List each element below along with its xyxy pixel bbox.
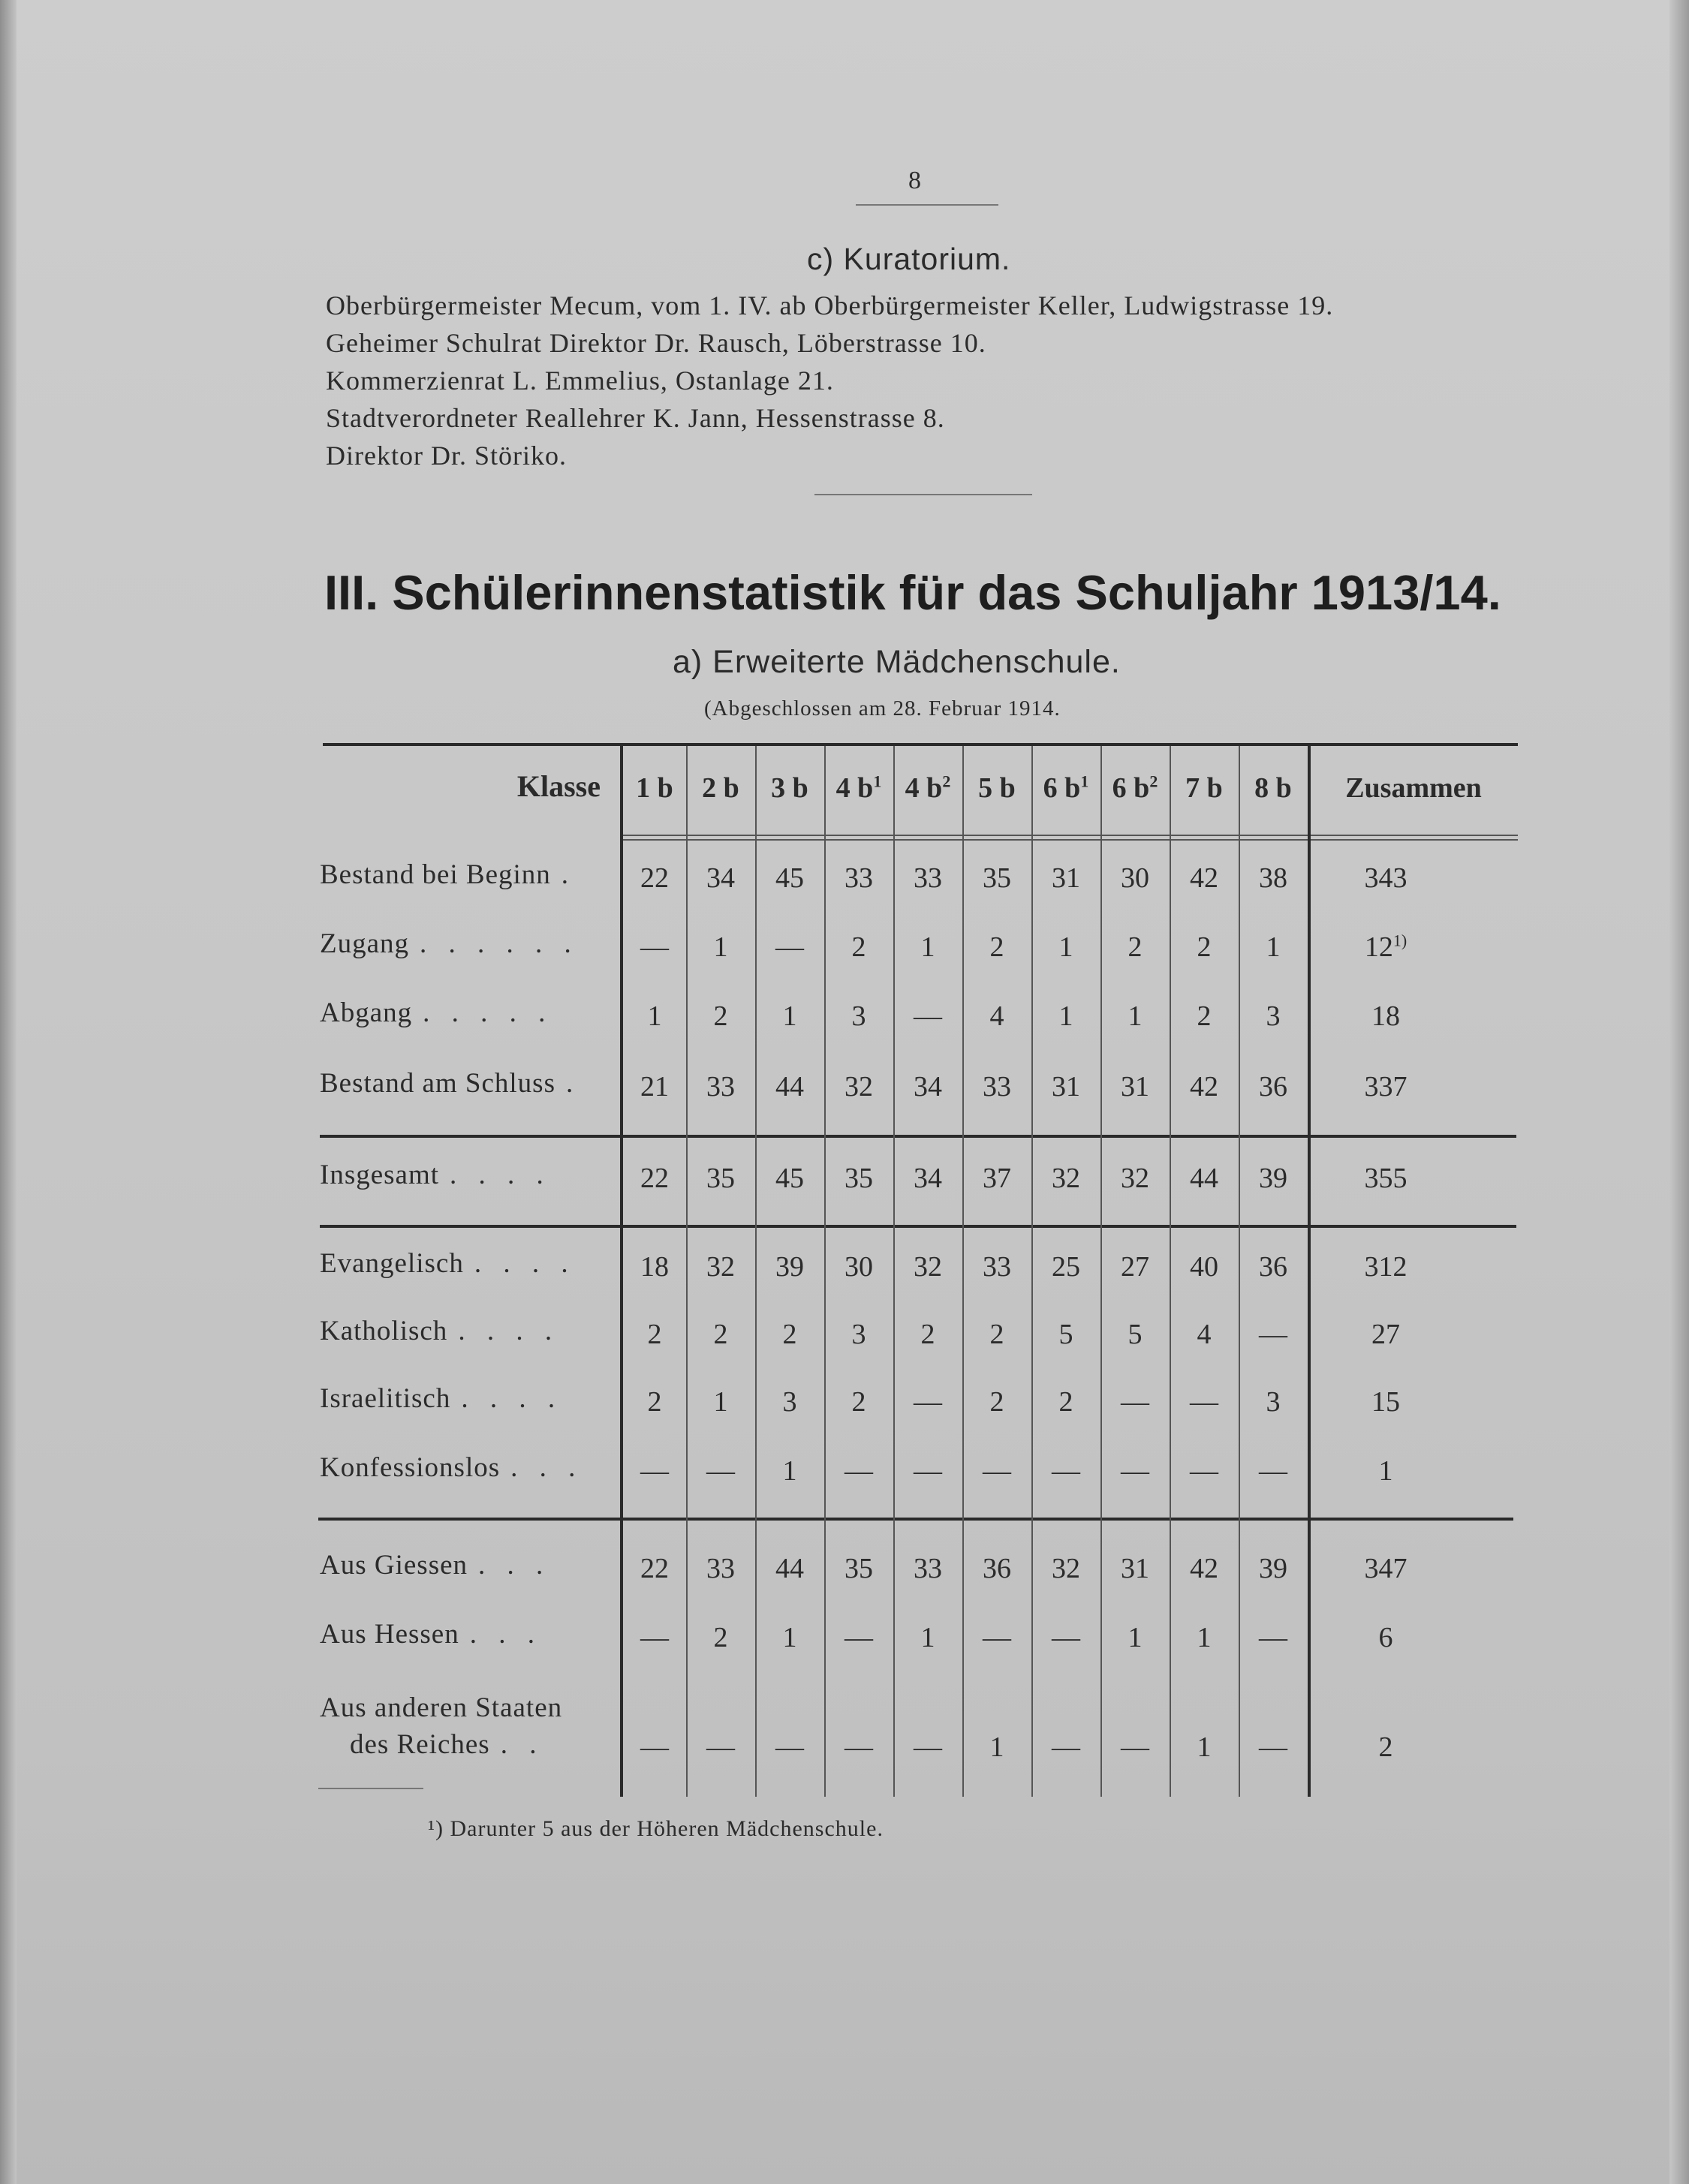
- table-cell: 2: [1197, 1000, 1212, 1032]
- table-cell: —: [1259, 1319, 1287, 1350]
- total-value: 343: [1364, 862, 1408, 894]
- table-cell: 33: [706, 1553, 735, 1584]
- row-label-text: Evangelisch: [320, 1248, 464, 1279]
- table-cell: 33: [983, 1251, 1011, 1283]
- table-cell: 18: [640, 1251, 669, 1283]
- table-cell: 31: [1052, 1071, 1080, 1103]
- leader-dots: . . .: [510, 1452, 583, 1483]
- row-label: [320, 1692, 562, 1761]
- table-column-divider: [893, 746, 895, 1797]
- table-column-divider: [686, 746, 688, 1797]
- table-cell: 34: [914, 1163, 942, 1194]
- table-cell: —: [640, 1455, 669, 1487]
- table-cell: —: [706, 1455, 735, 1487]
- table-cell: —: [844, 1622, 873, 1653]
- table-cell: —: [640, 931, 669, 963]
- column-header-base: 4 b: [835, 772, 874, 804]
- kuratorium-line: Geheimer Schulrat Direktor Dr. Rausch, Löberstrasse 10.: [326, 328, 986, 358]
- footnote-rule: [318, 1788, 423, 1789]
- table-cell: 3: [851, 1000, 866, 1032]
- table-cell: 39: [775, 1251, 804, 1283]
- table-cell: 2: [920, 1319, 935, 1350]
- column-header-base: 6 b: [1112, 772, 1150, 804]
- kuratorium-heading: c) Kuratorium.: [807, 242, 1011, 276]
- leader-dots: . . . .: [474, 1248, 576, 1279]
- table-cell: 1: [713, 931, 728, 963]
- table-cell: 25: [1052, 1251, 1080, 1283]
- total-cell: [1311, 862, 1461, 895]
- total-cell: [1311, 931, 1461, 964]
- total-cell: [1311, 1621, 1461, 1654]
- table-cell: 3: [1266, 1000, 1281, 1032]
- table-cell: 39: [1259, 1163, 1287, 1194]
- column-header-sup: 2: [1149, 772, 1158, 791]
- table-cell: 30: [844, 1251, 873, 1283]
- row-label-line: [350, 1728, 562, 1761]
- table-cell: 33: [706, 1071, 735, 1103]
- row-label-text: Aus Hessen: [320, 1619, 459, 1650]
- leader-dots: . . . .: [461, 1383, 563, 1414]
- column-header: [1103, 772, 1167, 805]
- table-column-divider: [1170, 746, 1171, 1797]
- table-cell: 35: [844, 1553, 873, 1584]
- klasse-header: Klasse: [516, 769, 601, 803]
- total-cell: [1311, 1250, 1461, 1283]
- column-header: [758, 772, 821, 805]
- row-label-text: Israelitisch: [320, 1383, 451, 1414]
- table-cell: 32: [914, 1251, 942, 1283]
- total-value: 2: [1378, 1731, 1393, 1763]
- table-top-rule: [323, 743, 1518, 746]
- total-value: 18: [1371, 1000, 1400, 1032]
- kuratorium-line: Kommerzienrat L. Emmelius, Ostanlage 21.: [326, 366, 834, 396]
- column-header-base: 6 b: [1043, 772, 1081, 804]
- table-cell: —: [640, 1622, 669, 1653]
- table-cell: —: [914, 1386, 942, 1418]
- table-cell: —: [1190, 1455, 1218, 1487]
- table-cell: 4: [989, 1000, 1004, 1032]
- table-cell: 2: [1058, 1386, 1073, 1418]
- leader-dots: . . .: [478, 1550, 551, 1581]
- total-value: 1: [1378, 1455, 1393, 1487]
- total-cell: [1311, 1552, 1461, 1585]
- table-cell: 22: [640, 1163, 669, 1194]
- table-cell: —: [1052, 1622, 1080, 1653]
- table-cell: 27: [1121, 1251, 1149, 1283]
- total-cell: [1311, 1000, 1461, 1033]
- table-cell: 45: [775, 862, 804, 894]
- table-cell: 2: [1128, 931, 1143, 963]
- table-cell: 1: [1197, 1622, 1212, 1653]
- total-value: 355: [1364, 1163, 1408, 1194]
- table-cell: 38: [1259, 862, 1287, 894]
- table-cell: 44: [1190, 1163, 1218, 1194]
- table-cell: —: [1121, 1386, 1149, 1418]
- table-cell: 5: [1058, 1319, 1073, 1350]
- column-header: [1034, 772, 1097, 805]
- column-header: [896, 772, 959, 805]
- table-cell: —: [1259, 1731, 1287, 1763]
- table-cell: 45: [775, 1163, 804, 1194]
- table-cell: 2: [782, 1319, 797, 1350]
- table-column-divider: [824, 746, 826, 1797]
- table-cell: —: [1052, 1455, 1080, 1487]
- table-cell: 42: [1190, 862, 1218, 894]
- page-number: 8: [908, 167, 921, 194]
- table-cell: 35: [983, 862, 1011, 894]
- leader-dots: . . .: [469, 1619, 542, 1650]
- total-value: 15: [1371, 1386, 1400, 1418]
- row-label: [320, 1451, 583, 1484]
- table-cell: 2: [851, 931, 866, 963]
- table-cell: 2: [647, 1319, 662, 1350]
- total-cell: [1311, 1318, 1461, 1351]
- table-cell: —: [1190, 1386, 1218, 1418]
- table-cell: 1: [920, 1622, 935, 1653]
- table-cell: —: [640, 1731, 669, 1763]
- row-label: [320, 997, 552, 1029]
- column-header-base: 2 b: [702, 772, 739, 804]
- table-cell: —: [706, 1731, 735, 1763]
- table-cell: 33: [914, 862, 942, 894]
- total-cell: [1311, 1385, 1461, 1418]
- table-cell: 21: [640, 1071, 669, 1103]
- column-header: [1242, 772, 1305, 805]
- section-title: III. Schülerinnenstatistik für das Schuljahr 1913/14.: [324, 565, 1501, 620]
- table-cell: —: [914, 1000, 942, 1032]
- total-cell: [1311, 1070, 1461, 1103]
- row-label-text: Aus Giessen: [320, 1550, 468, 1581]
- total-value: 337: [1364, 1071, 1408, 1103]
- section-subtitle: a) Erweiterte Mädchenschule.: [673, 644, 1121, 680]
- row-label-text: Insgesamt: [320, 1160, 440, 1190]
- row-label: [320, 1315, 559, 1347]
- leader-dots: . . . . .: [423, 997, 553, 1028]
- total-value: 27: [1371, 1319, 1400, 1350]
- column-header: [623, 772, 686, 805]
- total-header: Zusammen: [1345, 772, 1482, 804]
- table-cell: —: [914, 1455, 942, 1487]
- table-cell: 32: [1052, 1163, 1080, 1194]
- table-cell: —: [1259, 1622, 1287, 1653]
- column-header-sup: 2: [942, 772, 951, 791]
- row-label: [320, 928, 579, 960]
- row-label-text: Bestand am Schluss: [320, 1068, 555, 1099]
- table-cell: 34: [914, 1071, 942, 1103]
- section-note: (Abgeschlossen am 28. Februar 1914.: [704, 696, 1061, 720]
- column-header-base: 8 b: [1254, 772, 1292, 804]
- table-cell: 1: [782, 1000, 797, 1032]
- kuratorium-line: Direktor Dr. Störiko.: [326, 441, 567, 471]
- row-label-text: Zugang: [320, 928, 410, 959]
- column-header: [827, 772, 890, 805]
- kuratorium-line: Stadtverordneter Reallehrer K. Jann, Hessenstrasse 8.: [326, 403, 945, 433]
- total-value: 6: [1378, 1622, 1393, 1653]
- row-label-text: Katholisch: [320, 1316, 448, 1346]
- table-cell: 1: [1197, 1731, 1212, 1763]
- total-value: 347: [1364, 1553, 1408, 1584]
- total-footnote-mark: 1): [1392, 931, 1408, 950]
- table-cell: 3: [1266, 1386, 1281, 1418]
- row-label-line: Aus anderen Staaten: [320, 1692, 563, 1723]
- table-cell: 22: [640, 862, 669, 894]
- row-label: [320, 1618, 542, 1650]
- table-cell: 2: [713, 1622, 728, 1653]
- table-cell: 31: [1121, 1071, 1149, 1103]
- column-header-base: 5 b: [978, 772, 1016, 804]
- table-cell: 2: [647, 1386, 662, 1418]
- table-cell: 2: [989, 1319, 1004, 1350]
- table-cell: 40: [1190, 1251, 1218, 1283]
- leader-dots: . . . .: [450, 1160, 551, 1190]
- table-column-divider: [962, 746, 964, 1797]
- table-cell: 32: [706, 1251, 735, 1283]
- table-cell: 5: [1128, 1319, 1143, 1350]
- table-column-divider: [1100, 746, 1102, 1797]
- table-cell: 2: [713, 1319, 728, 1350]
- table-cell: 35: [706, 1163, 735, 1194]
- row-label-text: Bestand bei Beginn: [320, 859, 551, 890]
- total-value: 12: [1364, 931, 1393, 963]
- table-cell: 42: [1190, 1071, 1218, 1103]
- table-cell: 31: [1121, 1553, 1149, 1584]
- table-cell: 36: [1259, 1071, 1287, 1103]
- table-cell: —: [844, 1455, 873, 1487]
- row-label: [320, 1159, 551, 1191]
- row-label: [320, 1067, 580, 1100]
- table-cell: 1: [920, 931, 935, 963]
- table-cell: —: [983, 1622, 1011, 1653]
- leader-dots: .: [565, 1068, 581, 1099]
- table-cell: 2: [851, 1386, 866, 1418]
- column-header: [965, 772, 1028, 805]
- column-header-base: 4 b: [905, 772, 943, 804]
- table-cell: 2: [1197, 931, 1212, 963]
- table-cell: —: [775, 1731, 804, 1763]
- table-cell: 39: [1259, 1553, 1287, 1584]
- table-cell: 1: [1058, 1000, 1073, 1032]
- table-cell: 2: [989, 931, 1004, 963]
- table-cell: 1: [713, 1386, 728, 1418]
- row-label: [320, 1382, 562, 1415]
- table-cell: —: [1121, 1455, 1149, 1487]
- table-cell: 3: [782, 1386, 797, 1418]
- column-header-sup: 1: [1080, 772, 1089, 791]
- table-cell: 34: [706, 862, 735, 894]
- total-cell: [1311, 1162, 1461, 1195]
- column-header-base: 3 b: [771, 772, 808, 804]
- table-column-divider: [755, 746, 757, 1797]
- table-cell: 2: [713, 1000, 728, 1032]
- table-cell: —: [844, 1731, 873, 1763]
- column-header: [689, 772, 752, 805]
- table-cell: 1: [782, 1455, 797, 1487]
- table-cell: —: [983, 1455, 1011, 1487]
- table-cell: 36: [1259, 1251, 1287, 1283]
- table-cell: 2: [989, 1386, 1004, 1418]
- table-cell: —: [914, 1731, 942, 1763]
- table-cell: 44: [775, 1071, 804, 1103]
- table-cell: 1: [1128, 1622, 1143, 1653]
- group-rule: [318, 1518, 1513, 1521]
- leader-dots: . .: [500, 1729, 544, 1760]
- row-label-text: Abgang: [320, 997, 413, 1028]
- table-cell: 30: [1121, 862, 1149, 894]
- table-cell: 32: [844, 1071, 873, 1103]
- row-label-text: Konfessionslos: [320, 1452, 501, 1483]
- table-cell: 36: [983, 1553, 1011, 1584]
- table-cell: 32: [1052, 1553, 1080, 1584]
- total-cell: [1311, 1454, 1461, 1488]
- table-cell: 33: [844, 862, 873, 894]
- table-cell: 1: [1128, 1000, 1143, 1032]
- table-cell: —: [775, 931, 804, 963]
- table-cell: 32: [1121, 1163, 1149, 1194]
- column-header-base: 1 b: [636, 772, 673, 804]
- table-cell: 33: [914, 1553, 942, 1584]
- column-header-base: 7 b: [1185, 772, 1223, 804]
- table-cell: 44: [775, 1553, 804, 1584]
- leader-dots: . . . .: [458, 1316, 560, 1346]
- row-label: [320, 1549, 550, 1581]
- row-label: [320, 859, 576, 891]
- table-column-divider: [1031, 746, 1033, 1797]
- leader-dots: . . . . . .: [420, 928, 579, 959]
- table-cell: 3: [851, 1319, 866, 1350]
- table-cell: —: [1259, 1455, 1287, 1487]
- table-cell: 1: [782, 1622, 797, 1653]
- table-cell: —: [1121, 1731, 1149, 1763]
- group-rule: [320, 1225, 1516, 1228]
- row-label: [320, 1247, 576, 1280]
- group-rule: [320, 1135, 1516, 1138]
- leader-dots: .: [561, 859, 577, 890]
- table-cell: 22: [640, 1553, 669, 1584]
- row-label-text: des Reiches: [350, 1729, 490, 1760]
- kuratorium-line: Oberbürgermeister Mecum, vom 1. IV. ab Oberbürgermeister Keller, Ludwigstrasse 19.: [326, 290, 1334, 320]
- total-cell: [1311, 1731, 1461, 1764]
- column-header-sup: 1: [873, 772, 882, 791]
- table-cell: 1: [1058, 931, 1073, 963]
- table-cell: 1: [647, 1000, 662, 1032]
- table-cell: 1: [1266, 931, 1281, 963]
- table-cell: 1: [989, 1731, 1004, 1763]
- table-cell: 31: [1052, 862, 1080, 894]
- table-cell: —: [1052, 1731, 1080, 1763]
- table-column-divider: [1239, 746, 1240, 1797]
- table-cell: 37: [983, 1163, 1011, 1194]
- table-cell: 4: [1197, 1319, 1212, 1350]
- footnote: ¹) Darunter 5 aus der Höheren Mädchenschule.: [428, 1816, 884, 1841]
- total-value: 312: [1364, 1251, 1408, 1283]
- table-cell: 35: [844, 1163, 873, 1194]
- table-cell: 33: [983, 1071, 1011, 1103]
- column-header: [1173, 772, 1236, 805]
- table-cell: 42: [1190, 1553, 1218, 1584]
